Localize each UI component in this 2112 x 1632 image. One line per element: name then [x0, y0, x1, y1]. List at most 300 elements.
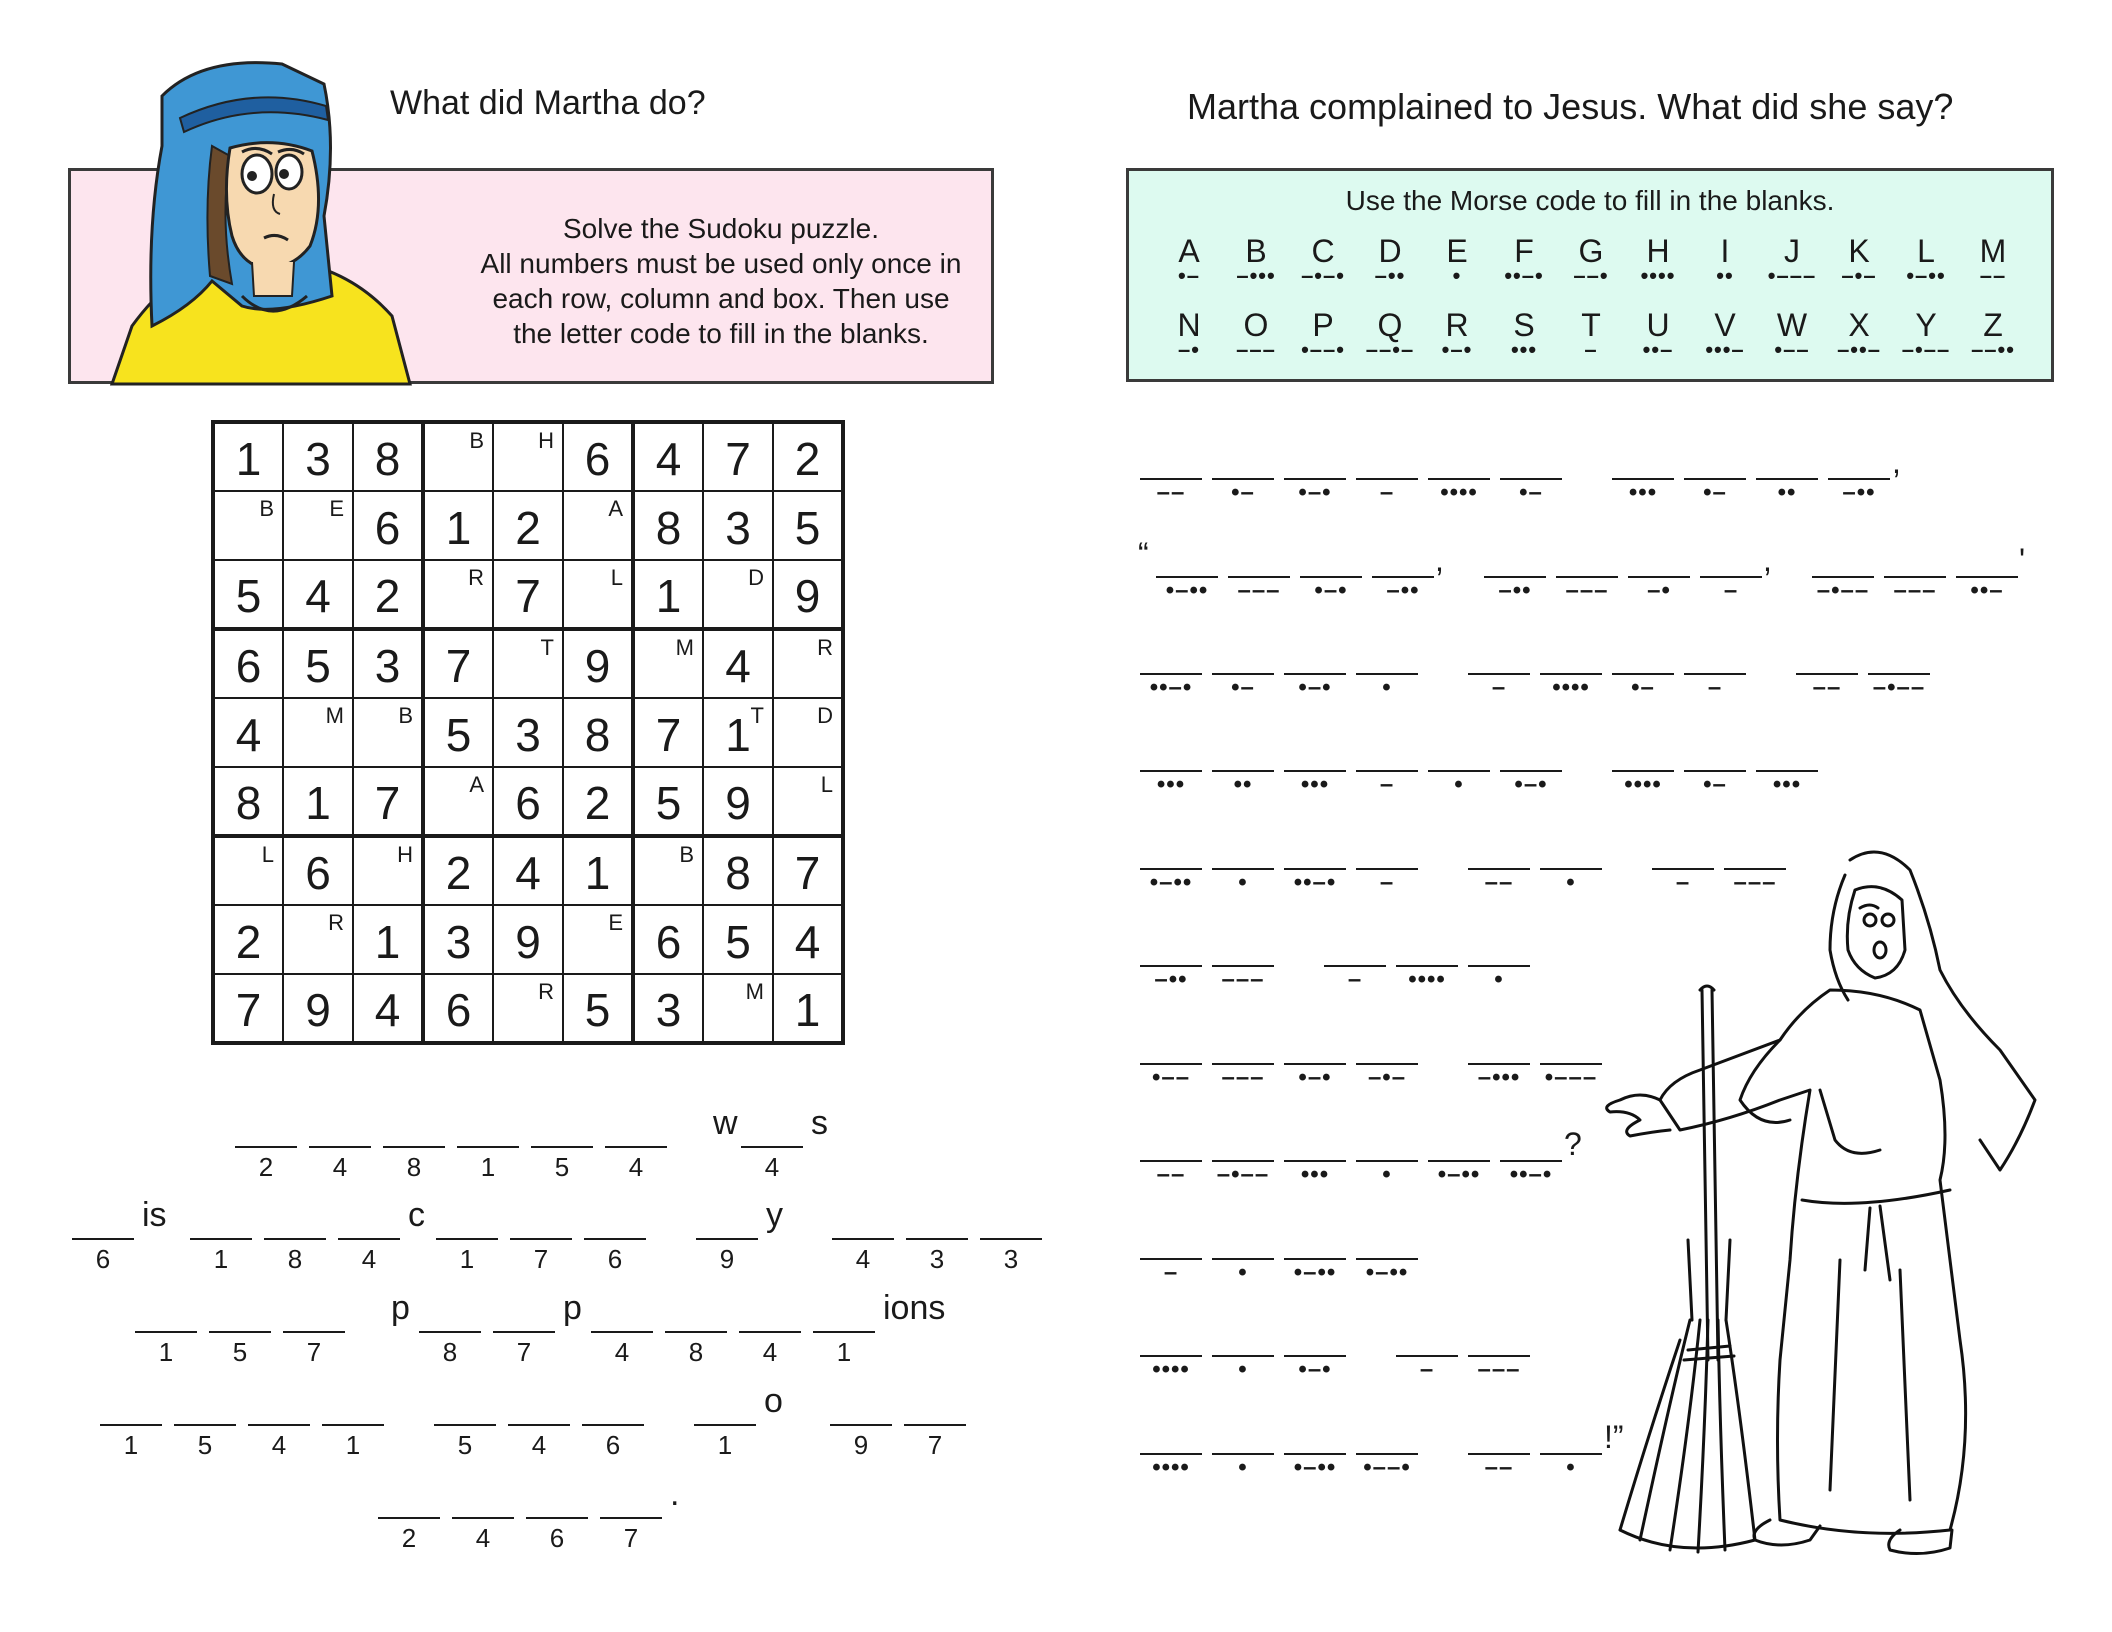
morse-blank[interactable] [1356, 742, 1418, 798]
answer-blank[interactable] [235, 1110, 297, 1183]
sudoku-cell[interactable] [493, 422, 563, 491]
sudoku-given-number: 1 [584, 847, 611, 899]
sudoku-cell [563, 836, 633, 905]
answer-blank[interactable] [591, 1295, 653, 1368]
blank-line[interactable] [135, 1295, 197, 1333]
answer-blank[interactable] [832, 1202, 894, 1275]
morse-blank[interactable] [1612, 742, 1674, 798]
morse-blank[interactable] [1684, 742, 1746, 798]
blank-line[interactable] [1356, 1230, 1418, 1260]
morse-blank[interactable] [1468, 937, 1530, 993]
blank-number-hint: 6 [607, 1244, 623, 1274]
blank-number-hint: 4 [531, 1430, 547, 1460]
blank-line[interactable] [906, 1202, 968, 1240]
blank-line[interactable] [1628, 548, 1690, 578]
blank-line[interactable] [1140, 742, 1202, 772]
blank-line[interactable] [1828, 450, 1890, 480]
blank-line[interactable] [1300, 548, 1362, 578]
blank-number-hint: 9 [853, 1430, 869, 1460]
blank-number-hint: 8 [688, 1337, 704, 1367]
blank-line[interactable] [1428, 1132, 1490, 1162]
sudoku-cell[interactable] [213, 491, 283, 560]
sudoku-cell[interactable] [353, 698, 423, 767]
sudoku-cell[interactable] [493, 974, 563, 1043]
sudoku-cell[interactable] [563, 905, 633, 974]
blank-number-hint: 4 [332, 1152, 348, 1182]
answer-blank[interactable] [665, 1295, 727, 1368]
answer-blank[interactable] [309, 1110, 371, 1183]
blank-line[interactable] [493, 1295, 555, 1333]
blank-line[interactable] [1140, 937, 1202, 967]
sudoku-cell[interactable] [633, 836, 703, 905]
morse-blank[interactable] [1228, 548, 1290, 604]
sudoku-cell[interactable] [423, 560, 493, 629]
sudoku-cell[interactable] [283, 698, 353, 767]
answer-blank[interactable] [584, 1202, 646, 1275]
answer-blank[interactable] [906, 1202, 968, 1275]
blank-line[interactable] [1228, 548, 1290, 578]
morse-blank[interactable] [1468, 840, 1530, 896]
morse-blank[interactable] [1140, 742, 1202, 798]
blank-line[interactable] [383, 1110, 445, 1148]
morse-blank[interactable] [1284, 742, 1346, 798]
blank-line[interactable] [322, 1388, 384, 1426]
answer-blank[interactable] [383, 1110, 445, 1183]
morse-key-letter: S [1513, 307, 1535, 343]
blank-line[interactable] [190, 1202, 252, 1240]
answer-blank[interactable] [694, 1388, 756, 1461]
morse-blank[interactable] [1212, 1425, 1274, 1481]
morse-blank[interactable] [1428, 1132, 1490, 1188]
morse-blank[interactable] [1700, 548, 1762, 604]
blank-line[interactable] [830, 1388, 892, 1426]
blank-line[interactable] [1756, 742, 1818, 772]
blank-line[interactable] [1612, 450, 1674, 480]
morse-code-hint: • [1382, 674, 1392, 701]
blank-line[interactable] [1500, 1132, 1562, 1162]
sudoku-row [213, 905, 843, 974]
blank-line[interactable] [1156, 548, 1218, 578]
morse-blank[interactable] [1356, 645, 1418, 701]
blank-line[interactable] [694, 1388, 756, 1426]
blank-line[interactable] [419, 1295, 481, 1333]
morse-blank[interactable] [1140, 450, 1202, 506]
answer-letter-fragment: p [563, 1289, 582, 1327]
morse-blank[interactable] [1140, 645, 1202, 701]
answer-blank[interactable] [741, 1110, 803, 1183]
answer-blank[interactable] [322, 1388, 384, 1461]
morse-blank[interactable] [1684, 450, 1746, 506]
blank-line[interactable] [584, 1202, 646, 1240]
sudoku-cell[interactable] [213, 836, 283, 905]
blank-line[interactable] [338, 1202, 400, 1240]
morse-code-hint: •–•• [1149, 869, 1193, 896]
blank-number-hint: 5 [554, 1152, 570, 1182]
morse-blank[interactable] [1356, 840, 1418, 896]
sudoku-cell[interactable] [563, 560, 633, 629]
blank-line[interactable] [1212, 450, 1274, 480]
morse-blank[interactable] [1756, 742, 1818, 798]
sudoku-cell[interactable] [283, 491, 353, 560]
blank-line[interactable] [1284, 450, 1346, 480]
morse-blank[interactable] [1284, 1327, 1346, 1383]
blank-line[interactable] [1284, 840, 1346, 870]
blank-line[interactable] [1284, 1230, 1346, 1260]
sudoku-given-number: 9 [794, 570, 821, 622]
answer-blank[interactable] [526, 1481, 588, 1554]
instruction-line: the letter code to fill in the blanks. [513, 318, 929, 349]
blank-line[interactable] [1540, 645, 1602, 675]
blank-line[interactable] [1684, 450, 1746, 480]
blank-line[interactable] [1468, 1035, 1530, 1065]
morse-code-hint: ••• [1772, 771, 1802, 798]
morse-code-hint: ••–• [1293, 869, 1337, 896]
blank-line[interactable] [510, 1202, 572, 1240]
blank-line[interactable] [378, 1481, 440, 1519]
morse-blank[interactable] [1556, 548, 1618, 604]
morse-blank[interactable] [1684, 645, 1746, 701]
blank-line[interactable] [665, 1295, 727, 1333]
blank-line[interactable] [1284, 742, 1346, 772]
morse-blank[interactable] [1212, 742, 1274, 798]
blank-line[interactable] [1212, 840, 1274, 870]
morse-code-hint: – [1379, 869, 1395, 896]
blank-line[interactable] [1284, 1035, 1346, 1065]
morse-code-hint: –•–– [1872, 674, 1926, 701]
answer-blank[interactable] [582, 1388, 644, 1461]
answer-blank[interactable] [813, 1295, 875, 1368]
morse-blank[interactable] [1956, 548, 2018, 604]
blank-line[interactable] [264, 1202, 326, 1240]
answer-blank[interactable] [605, 1110, 667, 1183]
blank-line[interactable] [209, 1295, 271, 1333]
punctuation-mark: , [1892, 444, 1901, 480]
blank-line[interactable] [1428, 450, 1490, 480]
blank-line[interactable] [1140, 1425, 1202, 1455]
morse-blank[interactable] [1396, 937, 1458, 993]
blank-line[interactable] [1356, 840, 1418, 870]
morse-blank[interactable] [1612, 645, 1674, 701]
sudoku-cell[interactable] [283, 905, 353, 974]
blank-number-hint: 4 [614, 1337, 630, 1367]
blank-line[interactable] [1356, 450, 1418, 480]
blank-line[interactable] [1812, 548, 1874, 578]
answer-blank[interactable] [264, 1202, 326, 1275]
morse-key-letter: H [1646, 233, 1670, 269]
blank-line[interactable] [434, 1388, 496, 1426]
sudoku-cell [213, 767, 283, 836]
blank-line[interactable] [582, 1388, 644, 1426]
morse-blank[interactable] [1500, 742, 1562, 798]
morse-blank[interactable] [1212, 645, 1274, 701]
morse-blank[interactable] [1500, 450, 1562, 506]
instruction-line: each row, column and box. Then use [492, 283, 950, 314]
morse-code-hint: ••• [1300, 771, 1330, 798]
blank-line[interactable] [1140, 1132, 1202, 1162]
blank-line[interactable] [1468, 840, 1530, 870]
morse-blank[interactable] [1212, 1327, 1274, 1383]
blank-line[interactable] [1484, 548, 1546, 578]
answer-blank[interactable] [248, 1388, 310, 1461]
morse-blank[interactable] [1212, 840, 1274, 896]
blank-line[interactable] [1212, 1425, 1274, 1455]
morse-blank[interactable] [1212, 1132, 1274, 1188]
sudoku-cell[interactable] [703, 560, 773, 629]
sudoku-cell[interactable] [773, 767, 843, 836]
morse-blank[interactable] [1284, 1425, 1346, 1481]
blank-line[interactable] [1956, 548, 2018, 578]
sudoku-row [213, 836, 843, 905]
blank-line[interactable] [436, 1202, 498, 1240]
blank-line[interactable] [1356, 742, 1418, 772]
morse-key-entry [1159, 307, 1219, 362]
sudoku-cell[interactable] [423, 767, 493, 836]
blank-line[interactable] [457, 1110, 519, 1148]
sudoku-cell[interactable] [703, 974, 773, 1043]
blank-line[interactable] [605, 1110, 667, 1148]
answer-blank[interactable] [457, 1110, 519, 1183]
morse-blank[interactable] [1612, 450, 1674, 506]
blank-number-hint: 5 [457, 1430, 473, 1460]
morse-blank[interactable] [1356, 1035, 1418, 1091]
blank-line[interactable] [739, 1295, 801, 1333]
blank-line[interactable] [1356, 1035, 1418, 1065]
morse-blank[interactable] [1468, 645, 1530, 701]
morse-blank[interactable] [1212, 450, 1274, 506]
blank-line[interactable] [1468, 645, 1530, 675]
blank-line[interactable] [696, 1202, 758, 1240]
morse-blank[interactable] [1284, 1035, 1346, 1091]
morse-blank[interactable] [1428, 742, 1490, 798]
blank-line[interactable] [1212, 1230, 1274, 1260]
sudoku-given-number: 6 [584, 433, 611, 485]
blank-line[interactable] [1212, 1327, 1274, 1357]
blank-line[interactable] [1284, 645, 1346, 675]
blank-line[interactable] [1284, 1327, 1346, 1357]
morse-blank[interactable] [1356, 1132, 1418, 1188]
answer-blank[interactable] [100, 1388, 162, 1461]
blank-line[interactable] [283, 1295, 345, 1333]
sudoku-cell[interactable] [633, 629, 703, 698]
blank-line[interactable] [1612, 645, 1674, 675]
blank-line[interactable] [1468, 937, 1530, 967]
blank-line[interactable] [591, 1295, 653, 1333]
blank-line[interactable] [1356, 1425, 1418, 1455]
blank-line[interactable] [72, 1202, 134, 1240]
answer-blank[interactable] [283, 1295, 345, 1368]
morse-blank[interactable] [1284, 645, 1346, 701]
blank-line[interactable] [1884, 548, 1946, 578]
answer-blank[interactable] [338, 1202, 400, 1275]
morse-code-hint: – [1723, 577, 1739, 604]
sudoku-cell [563, 629, 633, 698]
morse-blank[interactable] [1468, 1035, 1530, 1091]
morse-blank[interactable] [1140, 840, 1202, 896]
morse-blank[interactable] [1756, 450, 1818, 506]
blank-line[interactable] [508, 1388, 570, 1426]
blank-line[interactable] [1396, 937, 1458, 967]
blank-line[interactable] [832, 1202, 894, 1240]
morse-key-entry [1695, 233, 1755, 288]
blank-line[interactable] [1468, 1327, 1530, 1357]
blank-line[interactable] [1868, 645, 1930, 675]
answer-blank[interactable] [436, 1202, 498, 1275]
blank-line[interactable] [1372, 548, 1434, 578]
sudoku-cell[interactable] [423, 422, 493, 491]
morse-blank[interactable] [1828, 450, 1890, 506]
blank-line[interactable] [1684, 645, 1746, 675]
answer-blank[interactable] [434, 1388, 496, 1461]
morse-blank[interactable] [1284, 840, 1346, 896]
morse-code-hint: •• [1777, 479, 1797, 506]
morse-blank[interactable] [1356, 1425, 1418, 1481]
blank-line[interactable] [1212, 1035, 1274, 1065]
morse-blank[interactable] [1212, 937, 1274, 993]
sudoku-cell[interactable] [773, 698, 843, 767]
morse-blank[interactable] [1212, 1230, 1274, 1286]
morse-blank[interactable] [1140, 1327, 1202, 1383]
blank-line[interactable] [452, 1481, 514, 1519]
morse-blank[interactable] [1284, 1230, 1346, 1286]
sudoku-given-number: 3 [305, 433, 331, 485]
sudoku-cell [213, 560, 283, 629]
morse-blank[interactable] [1140, 1230, 1202, 1286]
blank-line[interactable] [1684, 742, 1746, 772]
blank-line[interactable] [526, 1481, 588, 1519]
blank-line[interactable] [1212, 937, 1274, 967]
blank-line[interactable] [235, 1110, 297, 1148]
blank-line[interactable] [1284, 1425, 1346, 1455]
blank-line[interactable] [1500, 742, 1562, 772]
morse-code-hint: •––• [1363, 1454, 1411, 1481]
blank-line[interactable] [1324, 937, 1386, 967]
answer-blank[interactable] [696, 1202, 758, 1275]
blank-line[interactable] [1612, 742, 1674, 772]
answer-blank[interactable] [531, 1110, 593, 1183]
answer-blank[interactable] [904, 1388, 966, 1461]
blank-line[interactable] [1212, 1132, 1274, 1162]
blank-line[interactable] [248, 1388, 310, 1426]
blank-line[interactable] [1140, 450, 1202, 480]
morse-blank[interactable] [1156, 548, 1218, 604]
morse-blank[interactable] [1372, 548, 1434, 604]
blank-line[interactable] [1756, 450, 1818, 480]
morse-blank[interactable] [1356, 450, 1418, 506]
blank-line[interactable] [1140, 840, 1202, 870]
blank-line[interactable] [1428, 742, 1490, 772]
sudoku-cell[interactable] [493, 629, 563, 698]
blank-line[interactable] [1556, 548, 1618, 578]
morse-code-hint: •– [1703, 771, 1727, 798]
blank-line[interactable] [1284, 1132, 1346, 1162]
blank-line[interactable] [1356, 645, 1418, 675]
morse-blank[interactable] [1484, 548, 1546, 604]
blank-line[interactable] [1140, 645, 1202, 675]
answer-blank[interactable] [190, 1202, 252, 1275]
morse-blank[interactable] [1468, 1327, 1530, 1383]
morse-blank[interactable] [1500, 1132, 1562, 1188]
answer-blank[interactable] [378, 1481, 440, 1554]
sudoku-cell [213, 629, 283, 698]
morse-blank[interactable] [1884, 548, 1946, 604]
answer-blank[interactable] [419, 1295, 481, 1368]
blank-line[interactable] [309, 1110, 371, 1148]
morse-blank[interactable] [1468, 1425, 1530, 1481]
blank-line[interactable] [1700, 548, 1762, 578]
blank-line[interactable] [1212, 645, 1274, 675]
morse-blank[interactable] [1812, 548, 1874, 604]
morse-blank[interactable] [1212, 1035, 1274, 1091]
blank-line[interactable] [1356, 1132, 1418, 1162]
morse-blank[interactable] [1628, 548, 1690, 604]
answer-blank[interactable] [510, 1202, 572, 1275]
answer-blank[interactable] [600, 1481, 662, 1554]
blank-line[interactable] [904, 1388, 966, 1426]
morse-blank[interactable] [1140, 1425, 1202, 1481]
morse-blank[interactable] [1428, 450, 1490, 506]
blank-line[interactable] [1212, 742, 1274, 772]
sudoku-given-number: 6 [235, 640, 262, 692]
morse-blank[interactable] [1140, 1132, 1202, 1188]
answer-blank[interactable] [72, 1202, 134, 1275]
sudoku-given-number: 3 [374, 640, 401, 692]
morse-blank[interactable] [1140, 937, 1202, 993]
blank-line[interactable] [100, 1388, 162, 1426]
answer-blank[interactable] [493, 1295, 555, 1368]
morse-blank[interactable] [1540, 645, 1602, 701]
morse-blank[interactable] [1300, 548, 1362, 604]
blank-line[interactable] [1140, 1230, 1202, 1260]
morse-blank[interactable] [1284, 450, 1346, 506]
blank-line[interactable] [600, 1481, 662, 1519]
answer-blank[interactable] [739, 1295, 801, 1368]
blank-line[interactable] [1140, 1327, 1202, 1357]
sudoku-cell[interactable] [563, 491, 633, 560]
blank-number-hint: 1 [480, 1152, 496, 1182]
blank-line[interactable] [1796, 645, 1858, 675]
blank-line[interactable] [531, 1110, 593, 1148]
answer-blank[interactable] [209, 1295, 271, 1368]
answer-blank[interactable] [174, 1388, 236, 1461]
blank-line[interactable] [1468, 1425, 1530, 1455]
blank-line[interactable] [1396, 1327, 1458, 1357]
blank-line[interactable] [813, 1295, 875, 1333]
sudoku-cell[interactable] [353, 836, 423, 905]
answer-blank[interactable] [508, 1388, 570, 1461]
sudoku-cell [703, 905, 773, 974]
morse-blank[interactable] [1324, 937, 1386, 993]
morse-blank[interactable] [1796, 645, 1858, 701]
morse-blank[interactable] [1284, 1132, 1346, 1188]
morse-code-hint: ––– [1893, 577, 1937, 604]
answer-blank[interactable] [830, 1388, 892, 1461]
blank-line[interactable] [741, 1110, 803, 1148]
morse-blank[interactable] [1868, 645, 1930, 701]
morse-blank[interactable] [1356, 1230, 1418, 1286]
blank-line[interactable] [1140, 1035, 1202, 1065]
blank-line[interactable] [174, 1388, 236, 1426]
blank-number-hint: 5 [232, 1337, 248, 1367]
sudoku-cell[interactable] [773, 629, 843, 698]
answer-blank[interactable] [980, 1202, 1042, 1275]
answer-blank[interactable] [135, 1295, 197, 1368]
sudoku-letter-code: M [325, 703, 344, 728]
blank-line[interactable] [980, 1202, 1042, 1240]
morse-blank[interactable] [1396, 1327, 1458, 1383]
morse-blank[interactable] [1140, 1035, 1202, 1091]
answer-blank[interactable] [452, 1481, 514, 1554]
blank-line[interactable] [1500, 450, 1562, 480]
